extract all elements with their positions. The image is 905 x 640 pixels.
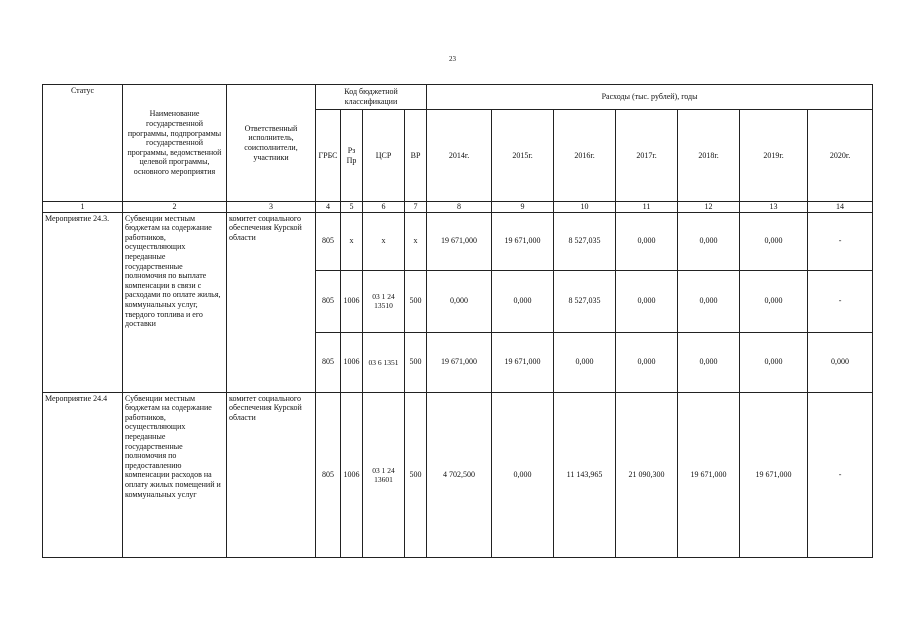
cell-value: 0,000 bbox=[616, 332, 678, 392]
header-name: Наименование государственной программы, подпрограммы государственной программы, ведомственной целевой программы, основного мероприятия bbox=[123, 85, 227, 202]
row-name: Субвенции местным бюджетам на содержание работников, осуществляющих переданные государственные полномочия по предоставлению компенсации расходов на оплату жилых помещений и коммунальных услуг bbox=[123, 392, 227, 557]
column-number: 9 bbox=[492, 202, 554, 213]
cell-csr: х bbox=[363, 212, 405, 270]
column-number-row bbox=[43, 202, 873, 213]
column-number: 4 bbox=[316, 202, 341, 213]
column-number: 8 bbox=[427, 202, 492, 213]
header-status: Статус bbox=[43, 85, 123, 202]
column-number: 5 bbox=[341, 202, 363, 213]
cell-value: - bbox=[808, 270, 873, 332]
cell-value: 0,000 bbox=[740, 212, 808, 270]
cell-grbs: 805 bbox=[316, 270, 341, 332]
cell-value: 19 671,000 bbox=[740, 392, 808, 557]
cell-value: 0,000 bbox=[492, 270, 554, 332]
column-number: 10 bbox=[554, 202, 616, 213]
cell-vr: 500 bbox=[405, 332, 427, 392]
cell-value: 0,000 bbox=[427, 270, 492, 332]
column-number: 6 bbox=[363, 202, 405, 213]
cell-vr: 500 bbox=[405, 392, 427, 557]
cell-vr: х bbox=[405, 212, 427, 270]
header-year: 2016г. bbox=[554, 110, 616, 202]
cell-value: 0,000 bbox=[740, 270, 808, 332]
header-year: 2017г. bbox=[616, 110, 678, 202]
cell-value: 8 527,035 bbox=[554, 212, 616, 270]
table-row bbox=[43, 392, 873, 557]
cell-value: 11 143,965 bbox=[554, 392, 616, 557]
cell-value: 0,000 bbox=[554, 332, 616, 392]
cell-value: 0,000 bbox=[678, 270, 740, 332]
header-budget-code: Код бюджетной классификации bbox=[316, 85, 427, 110]
column-number: 2 bbox=[123, 202, 227, 213]
header-code-vr: ВР bbox=[405, 110, 427, 202]
cell-rzpr: 1006 bbox=[341, 332, 363, 392]
cell-rzpr: 1006 bbox=[341, 392, 363, 557]
header-responsible: Ответственный исполнитель, соисполнители, участники bbox=[227, 85, 316, 202]
row-status: Мероприятие 24.4 bbox=[43, 392, 123, 557]
cell-value: 19 671,000 bbox=[492, 332, 554, 392]
header-expenses: Расходы (тыс. рублей), годы bbox=[427, 85, 873, 110]
cell-value: 0,000 bbox=[616, 270, 678, 332]
cell-csr: 03 6 1351 bbox=[363, 332, 405, 392]
cell-rzpr: 1006 bbox=[341, 270, 363, 332]
cell-csr: 03 1 24 13601 bbox=[363, 392, 405, 557]
row-status: Мероприятие 24.3. bbox=[43, 212, 123, 392]
header-year: 2019г. bbox=[740, 110, 808, 202]
row-responsible: комитет социального обеспечения Курской области bbox=[227, 392, 316, 557]
header-year: 2014г. bbox=[427, 110, 492, 202]
cell-csr: 03 1 24 13510 bbox=[363, 270, 405, 332]
column-number: 11 bbox=[616, 202, 678, 213]
budget-table bbox=[42, 84, 873, 558]
cell-grbs: 805 bbox=[316, 332, 341, 392]
row-name: Субвенции местным бюджетам на содержание работников, осуществляющих переданные государственные полномочия по выплате компенсации в связи с расходами по оплате жилья, коммунальных услуг, твердого топлива и его доставки bbox=[123, 212, 227, 392]
cell-value: 19 671,000 bbox=[678, 392, 740, 557]
cell-grbs: 805 bbox=[316, 212, 341, 270]
column-number: 12 bbox=[678, 202, 740, 213]
column-number: 13 bbox=[740, 202, 808, 213]
cell-value: 21 090,300 bbox=[616, 392, 678, 557]
header-row bbox=[43, 85, 873, 110]
page-number: 23 bbox=[449, 55, 456, 63]
column-number: 1 bbox=[43, 202, 123, 213]
header-year: 2015г. bbox=[492, 110, 554, 202]
header-code-csr: ЦСР bbox=[363, 110, 405, 202]
column-number: 7 bbox=[405, 202, 427, 213]
header-year: 2018г. bbox=[678, 110, 740, 202]
cell-grbs: 805 bbox=[316, 392, 341, 557]
cell-value: 0,000 bbox=[740, 332, 808, 392]
header-code-rzpr: Рз Пр bbox=[341, 110, 363, 202]
header-code-grbs: ГРБС bbox=[316, 110, 341, 202]
cell-value: 0,000 bbox=[808, 332, 873, 392]
cell-value: 8 527,035 bbox=[554, 270, 616, 332]
table-row bbox=[43, 212, 873, 270]
cell-value: 0,000 bbox=[678, 212, 740, 270]
cell-value: - bbox=[808, 392, 873, 557]
cell-value: 4 702,500 bbox=[427, 392, 492, 557]
cell-value: 0,000 bbox=[616, 212, 678, 270]
cell-value: 19 671,000 bbox=[492, 212, 554, 270]
row-responsible: комитет социального обеспечения Курской области bbox=[227, 212, 316, 392]
header-year: 2020г. bbox=[808, 110, 873, 202]
cell-value: 0,000 bbox=[492, 392, 554, 557]
cell-value: 0,000 bbox=[678, 332, 740, 392]
cell-value: 19 671,000 bbox=[427, 332, 492, 392]
cell-rzpr: х bbox=[341, 212, 363, 270]
column-number: 14 bbox=[808, 202, 873, 213]
cell-vr: 500 bbox=[405, 270, 427, 332]
column-number: 3 bbox=[227, 202, 316, 213]
cell-value: 19 671,000 bbox=[427, 212, 492, 270]
cell-value: - bbox=[808, 212, 873, 270]
